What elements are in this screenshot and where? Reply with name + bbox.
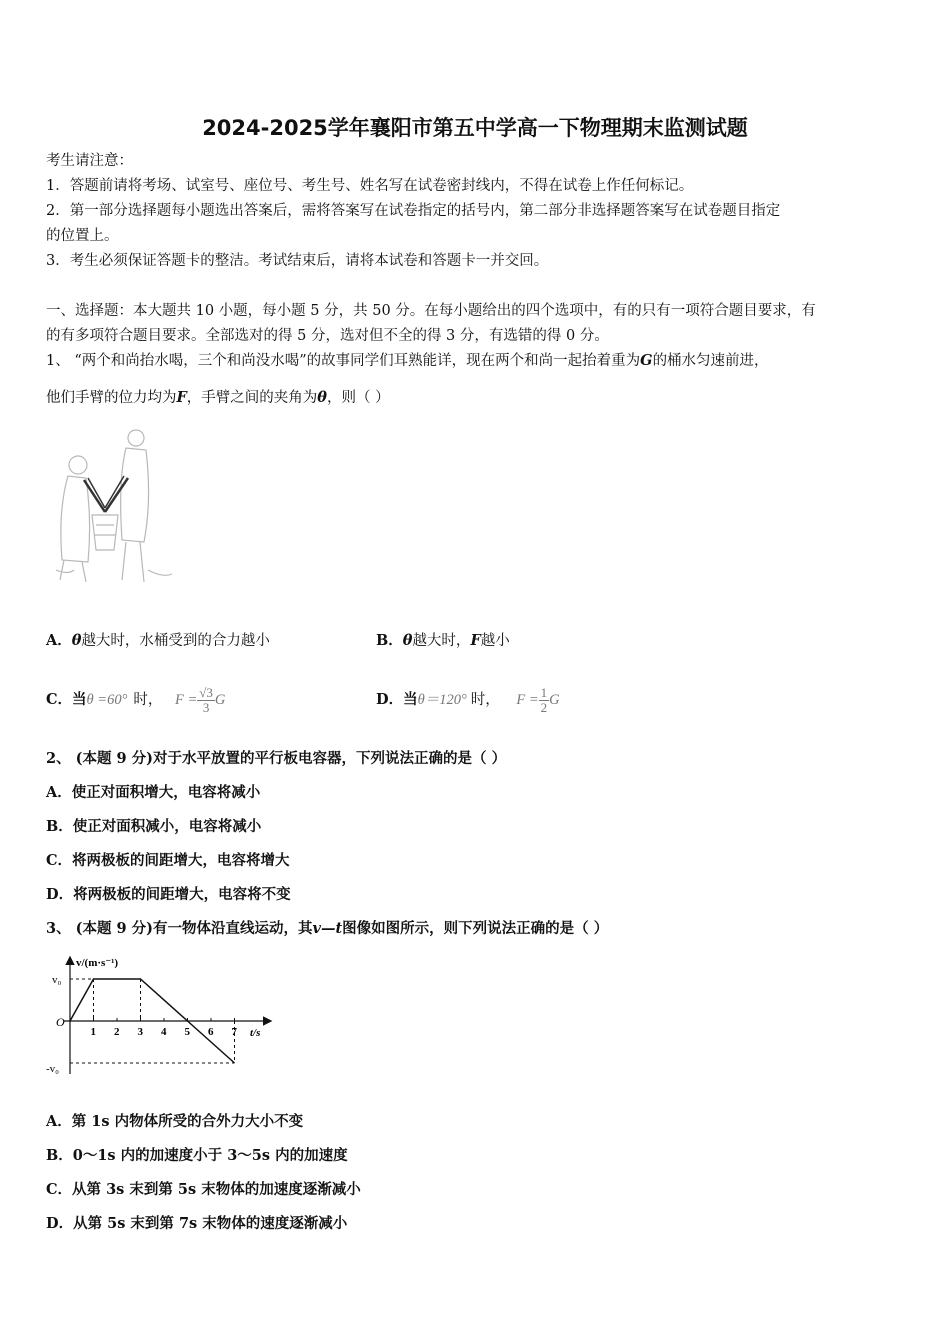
question-3-option: D．从第 5s 末到第 7s 末物体的速度逐渐减小 bbox=[46, 1215, 348, 1232]
x-tick-label: 5 bbox=[184, 1026, 190, 1038]
question-3-stem: 3、 (本题 9 分)有一物体沿直线运动，其v—t图像如图所示，则下列说法正确的是（ ） bbox=[46, 920, 609, 937]
page-title: 2024-2025学年襄阳市第五中学高一下物理期末监测试题 bbox=[202, 116, 748, 140]
question-2-stem: 2、 (本题 9 分)对于水平放置的平行板电容器，下列说法正确的是（ ） bbox=[46, 750, 507, 767]
x-tick-label: 1 bbox=[90, 1026, 96, 1038]
notice-item: 3．考生必须保证答题卡的整洁。考试结束后，请将本试卷和答题卡一并交回。 bbox=[46, 253, 549, 269]
question-1-stem: 1、 “两个和尚抬水喝，三个和尚没水喝”的故事同学们耳熟能详，现在两个和尚一起抬着重为G的桶水匀速前进， bbox=[46, 352, 769, 369]
section-instructions: 一、选择题：本大题共 10 小题，每小题 5 分，共 50 分。在每小题给出的四个选项中，有的只有一项符合题目要求，有 bbox=[46, 303, 816, 319]
notice-item: 1．答题前请将考场、试室号、座位号、考生号、姓名写在试卷密封线内，不得在试卷上作任何标记。 bbox=[46, 178, 694, 194]
notice-item: 2．第一部分选择题每小题选出答案后，需将答案写在试卷指定的括号内，第二部分非选择题答案写在试卷题目指定 bbox=[46, 203, 781, 219]
question-1-option-b: B．θ越大时，F越小 bbox=[376, 632, 510, 649]
fraction: $\frac{1}{2}$ bbox=[540, 684, 548, 715]
question-1-stem-continued: 他们手臂的位力均为F，手臂之间的夹角为θ，则（ ） bbox=[46, 389, 390, 406]
question-2-option: A．使正对面积增大，电容将减小 bbox=[46, 784, 261, 801]
monks-carrying-bucket-figure bbox=[48, 420, 188, 595]
x-tick-label: 2 bbox=[114, 1026, 120, 1038]
question-3-option: A．第 1s 内物体所受的合外力大小不变 bbox=[46, 1113, 304, 1130]
x-axis-label: t/s bbox=[250, 1027, 261, 1039]
angle-condition: θ =60° bbox=[86, 692, 128, 708]
question-1-option-d: D．当θ＝120° 时， F = $\frac{1}{2}$ G bbox=[376, 684, 560, 715]
y-tick-label: -v₀ bbox=[46, 1063, 59, 1075]
question-3-option: C．从第 3s 末到第 5s 末物体的加速度逐渐减小 bbox=[46, 1181, 361, 1198]
question-3-option: B．0～1s 内的加速度小于 3～5s 内的加速度 bbox=[46, 1147, 348, 1164]
question-1-option-a: A．θ越大时，水桶受到的合力越小 bbox=[46, 632, 270, 649]
section-instructions: 的有多项符合题目要求。全部选对的得 5 分，选对但不全的得 3 分，有选错的得 0 分。 bbox=[46, 328, 609, 344]
question-2-option: D．将两极板的间距增大，电容将不变 bbox=[46, 886, 291, 903]
x-tick-label: 4 bbox=[161, 1026, 167, 1038]
angle-condition: θ＝120° bbox=[417, 692, 467, 708]
fraction: $\frac{√3}{3}$ bbox=[199, 684, 213, 715]
x-tick-label: 3 bbox=[137, 1026, 143, 1038]
origin-label: O bbox=[56, 1015, 65, 1029]
x-tick-label: 7 bbox=[231, 1026, 237, 1038]
question-2-option: C．将两极板的间距增大，电容将增大 bbox=[46, 852, 290, 869]
question-2-option: B．使正对面积减小，电容将减小 bbox=[46, 818, 262, 835]
velocity-time-chart bbox=[44, 950, 284, 1080]
notice-header: 考生请注意： bbox=[46, 153, 133, 169]
x-tick-label: 6 bbox=[208, 1026, 214, 1038]
y-axis-label: v/(m·s⁻¹) bbox=[76, 957, 119, 969]
question-1-option-c: C．当θ =60° 时， F = $\frac{√3}{3}$ G bbox=[46, 684, 226, 715]
notice-item: 的位置上。 bbox=[46, 228, 119, 244]
y-tick-label: v₀ bbox=[52, 974, 62, 986]
